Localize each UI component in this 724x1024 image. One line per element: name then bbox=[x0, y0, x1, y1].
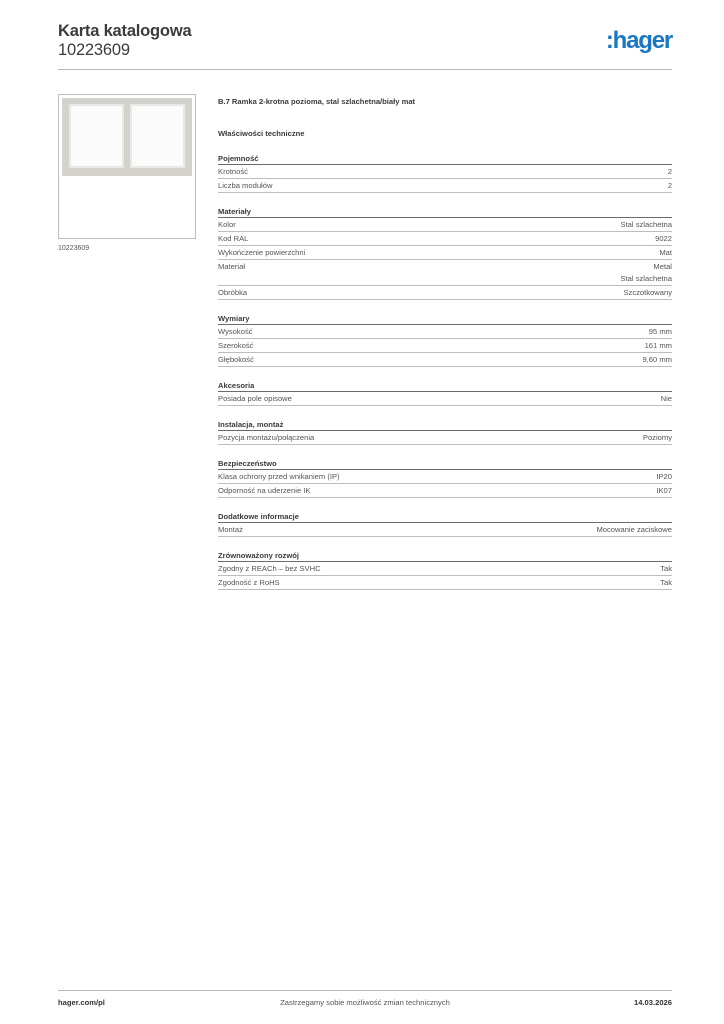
spec-value bbox=[649, 326, 672, 338]
section-title: Dodatkowe informacje bbox=[218, 511, 672, 523]
spec-value-line: Szczotkowany bbox=[623, 288, 672, 297]
spec-section bbox=[218, 550, 672, 590]
spec-value-line: 161 mm bbox=[644, 341, 672, 350]
spec-row bbox=[218, 576, 672, 590]
footer-date: 14.03.2026 bbox=[633, 998, 672, 1007]
spec-content bbox=[218, 96, 672, 590]
spec-value-line: Stal szlachetna bbox=[620, 274, 672, 283]
spec-row bbox=[218, 165, 672, 179]
spec-value bbox=[659, 247, 672, 259]
spec-section bbox=[218, 380, 672, 406]
spec-row bbox=[218, 339, 672, 353]
spec-value bbox=[668, 166, 672, 178]
document-title: Karta katalogowa bbox=[58, 22, 192, 40]
spec-row bbox=[218, 286, 672, 300]
spec-label: Posiada pole opisowe bbox=[218, 394, 292, 403]
section-title: Pojemność bbox=[218, 153, 672, 165]
spec-value-line: 2 bbox=[667, 167, 672, 176]
spec-section bbox=[218, 511, 672, 537]
spec-section bbox=[218, 458, 672, 498]
spec-label: Materiał bbox=[218, 262, 246, 271]
spec-label: Kod RAL bbox=[218, 234, 249, 243]
spec-row bbox=[218, 523, 672, 537]
spec-section bbox=[218, 153, 672, 193]
spec-label: Pozycja montażu/połączenia bbox=[218, 433, 315, 442]
section-title: Instalacja, montaż bbox=[218, 419, 672, 431]
spec-row bbox=[218, 218, 672, 232]
section-title: Akcesoria bbox=[218, 380, 672, 392]
spec-section bbox=[218, 206, 672, 300]
spec-label: Głębokość bbox=[218, 355, 254, 364]
spec-value-line: 95 mm bbox=[648, 327, 672, 336]
section-title: Wymiary bbox=[218, 313, 672, 325]
spec-label: Klasa ochrony przed wnikaniem (IP) bbox=[218, 472, 340, 481]
spec-value-line: Nie bbox=[660, 394, 672, 403]
spec-label: Obróbka bbox=[218, 288, 248, 297]
spec-value bbox=[656, 471, 672, 483]
spec-value-line: Mat bbox=[659, 248, 672, 257]
spec-value bbox=[656, 485, 672, 497]
image-caption: 10223609 bbox=[58, 245, 90, 252]
spec-label: Odporność na uderzenie IK bbox=[218, 486, 311, 495]
spec-value-line: IK07 bbox=[656, 486, 672, 495]
product-image bbox=[58, 94, 196, 239]
spec-row bbox=[218, 431, 672, 445]
spec-value bbox=[621, 261, 673, 285]
spec-row bbox=[218, 260, 672, 286]
document-number: 10223609 bbox=[58, 41, 130, 59]
spec-value bbox=[623, 287, 672, 299]
section-title: Zrównoważony rozwój bbox=[218, 550, 672, 562]
product-name: B.7 Ramka 2-krotna pozioma, stal szlachetna/biały mat bbox=[218, 97, 416, 106]
spec-value-line: Poziomy bbox=[642, 433, 672, 442]
frame-window-left bbox=[69, 104, 124, 168]
frame-window-right bbox=[130, 104, 185, 168]
spec-sections bbox=[218, 153, 672, 590]
spec-label: Szerokość bbox=[218, 341, 254, 350]
footer-divider bbox=[58, 990, 672, 991]
double-frame-icon bbox=[62, 98, 192, 176]
spec-value bbox=[668, 180, 672, 192]
spec-label: Wysokość bbox=[218, 327, 253, 336]
spec-value-line: Stal szlachetna bbox=[620, 220, 672, 229]
spec-label: Liczba modułów bbox=[218, 181, 273, 190]
spec-value bbox=[642, 354, 672, 366]
spec-value bbox=[621, 219, 673, 231]
spec-row bbox=[218, 353, 672, 367]
spec-label: Wykończenie powierzchni bbox=[218, 248, 306, 257]
spec-value bbox=[661, 393, 672, 405]
spec-value-line: Metal bbox=[653, 262, 672, 271]
spec-value bbox=[660, 577, 672, 589]
spec-label: Zgodny z REACh – bez SVHC bbox=[218, 564, 321, 573]
spec-label: Krotność bbox=[218, 167, 248, 176]
spec-value bbox=[643, 432, 672, 444]
hager-logo: :hager bbox=[605, 27, 672, 54]
spec-value bbox=[645, 340, 672, 352]
spec-row bbox=[218, 179, 672, 193]
spec-value-line: Tak bbox=[660, 578, 672, 587]
section-title: Materiały bbox=[218, 206, 672, 218]
spec-value bbox=[655, 233, 672, 245]
spec-section bbox=[218, 313, 672, 367]
page-header bbox=[58, 22, 672, 72]
spec-value-line: 9022 bbox=[655, 234, 672, 243]
spec-row bbox=[218, 232, 672, 246]
spec-value-line: Mocowanie zaciskowe bbox=[596, 525, 672, 534]
spec-label: Montaż bbox=[218, 525, 243, 534]
footer-website[interactable]: hager.com/pl bbox=[58, 998, 105, 1007]
spec-value-line: 2 bbox=[667, 181, 672, 190]
spec-section bbox=[218, 419, 672, 445]
spec-row bbox=[218, 325, 672, 339]
spec-label: Zgodność z RoHS bbox=[218, 578, 280, 587]
spec-value-line: Tak bbox=[660, 564, 672, 573]
spec-row bbox=[218, 392, 672, 406]
spec-row bbox=[218, 562, 672, 576]
spec-row bbox=[218, 470, 672, 484]
spec-row bbox=[218, 246, 672, 260]
spec-value bbox=[660, 563, 672, 575]
spec-label: Kolor bbox=[218, 220, 236, 229]
section-title: Bezpieczeństwo bbox=[218, 458, 672, 470]
spec-row bbox=[218, 484, 672, 498]
properties-title: Właściwości techniczne bbox=[218, 129, 305, 138]
header-divider bbox=[58, 69, 672, 70]
spec-value-line: IP20 bbox=[656, 472, 672, 481]
spec-value bbox=[596, 524, 672, 536]
spec-value-line: 9,60 mm bbox=[642, 355, 672, 364]
footer-notice: Zastrzegamy sobie możliwość zmian technicznych bbox=[280, 998, 450, 1007]
